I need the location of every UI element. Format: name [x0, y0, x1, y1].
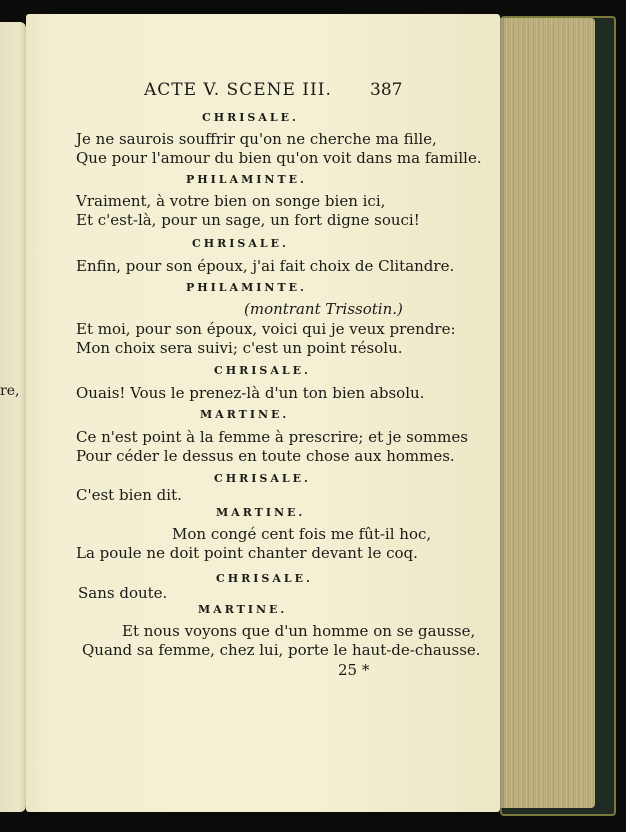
verse-line: Vraiment, à votre bien on songe bien ici,: [76, 192, 386, 210]
verse-line: La poule ne doit point chanter devant le coq.: [76, 544, 418, 562]
speaker-name: CHRISALE.: [214, 472, 311, 485]
speaker-name: MARTINE.: [216, 506, 306, 519]
speaker-name: PHILAMINTE.: [186, 281, 307, 294]
verse-line: Je ne saurois souffrir qu'on ne cherche ma fille,: [76, 130, 437, 148]
speaker-name: CHRISALE.: [214, 364, 311, 377]
left-page: [0, 22, 26, 812]
verse-line: Ouais! Vous le prenez-là d'un ton bien absolu.: [76, 384, 425, 402]
speaker-name: CHRISALE.: [216, 572, 313, 585]
speaker-name: CHRISALE.: [202, 111, 299, 124]
book-page: [26, 14, 500, 812]
verse-line: Sans doute.: [78, 584, 168, 602]
speaker-name: MARTINE.: [200, 408, 290, 421]
verse-line: Et c'est-là, pour un sage, un fort digne souci!: [76, 211, 420, 229]
signature-mark: 25 *: [338, 661, 370, 679]
speaker-name: PHILAMINTE.: [186, 173, 307, 186]
verse-line: Mon choix sera suivi; c'est un point résolu.: [76, 339, 403, 357]
running-header: ACTE V. SCENE III.: [144, 80, 332, 100]
verse-line: Quand sa femme, chez lui, porte le haut-de-chausse.: [82, 641, 481, 659]
verse-line: Que pour l'amour du bien qu'on voit dans ma famille.: [76, 149, 482, 167]
verse-line: Et nous voyons que d'un homme on se gausse,: [122, 622, 476, 640]
stage-direction: (montrant Trissotin.): [244, 300, 403, 318]
verse-line: C'est bien dit.: [76, 486, 182, 504]
left-page-fragment: re,: [0, 383, 20, 399]
verse-line: Mon congé cent fois me fût-il hoc,: [172, 525, 432, 543]
verse-line: Enfin, pour son époux, j'ai fait choix de Clitandre.: [76, 257, 455, 275]
verse-line: Pour céder le dessus en toute chose aux hommes.: [76, 447, 455, 465]
speaker-name: MARTINE.: [198, 603, 288, 616]
verse-line: Et moi, pour son époux, voici qui je veux prendre:: [76, 320, 456, 338]
verse-line: Ce n'est point à la femme à prescrire; et je sommes: [76, 428, 468, 446]
page-number: 387: [370, 80, 403, 100]
page-edges: [495, 18, 595, 808]
speaker-name: CHRISALE.: [192, 237, 289, 250]
